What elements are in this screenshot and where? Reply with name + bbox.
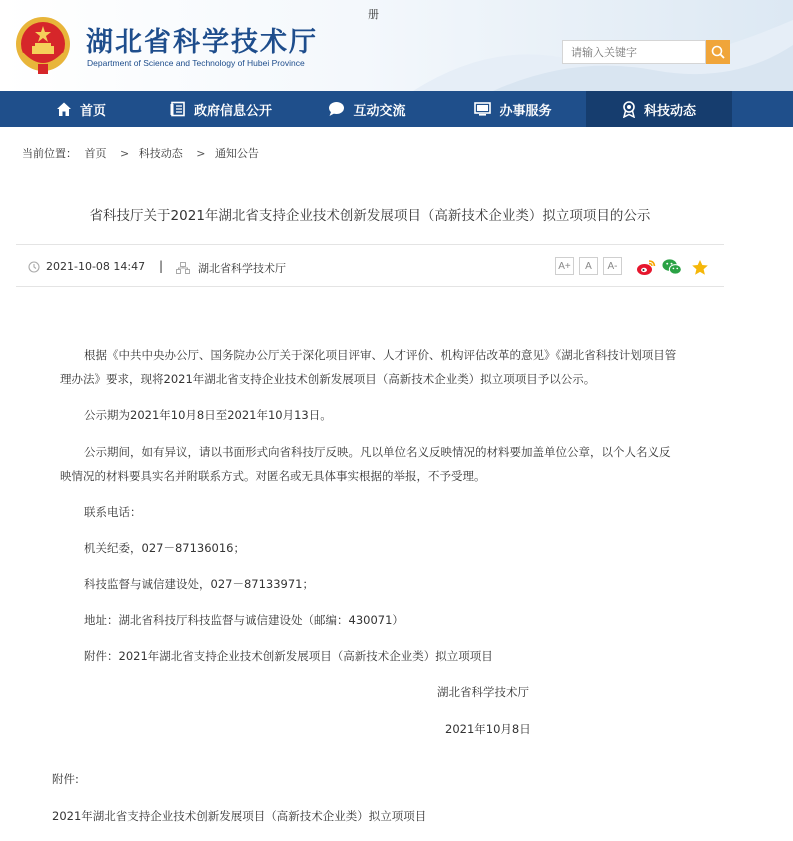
article-paragraph: 联系电话：	[84, 505, 142, 519]
site-header	[0, 0, 793, 91]
home-icon	[56, 101, 72, 117]
font-decrease-button[interactable]: A-	[603, 257, 622, 275]
register-link[interactable]: 册	[368, 8, 379, 21]
breadcrumb-item-tech-news[interactable]: 科技动态	[138, 147, 183, 160]
nav-label: 政府信息公开	[193, 103, 272, 119]
organization-icon	[176, 262, 190, 274]
font-default-button[interactable]: A	[579, 257, 598, 275]
attachment-label: 附件:	[52, 772, 79, 786]
site-subtitle: Department of Science and Technology of Hubei Province	[87, 58, 305, 68]
nav-label: 首页	[80, 103, 107, 119]
article-paragraph: 公示期为2021年10月8日至2021年10月13日。	[84, 408, 332, 422]
font-increase-button[interactable]: A+	[555, 257, 574, 275]
main-nav	[0, 91, 793, 127]
nav-item-interaction[interactable]	[294, 91, 440, 127]
nav-item-gov-info[interactable]	[148, 91, 294, 127]
signature: 湖北省科学技术厅	[437, 685, 529, 699]
search-input[interactable]	[562, 40, 706, 64]
breadcrumb-separator: >	[196, 147, 206, 160]
breadcrumb-label: 当前位置：	[22, 147, 77, 160]
search-button[interactable]	[706, 40, 730, 64]
signature-date: 2021年10月8日	[445, 722, 531, 736]
wechat-share-button[interactable]	[662, 257, 682, 277]
breadcrumb	[22, 145, 263, 161]
wechat-icon	[662, 258, 682, 276]
monitor-icon	[474, 101, 491, 117]
article-source	[176, 260, 286, 276]
nav-label: 办事服务	[499, 103, 552, 119]
nav-item-services[interactable]	[440, 91, 586, 127]
article-paragraph: 机关纪委，027－87136016；	[84, 541, 245, 555]
article-paragraph: 科技监督与诚信建设处，027－87133971；	[84, 577, 314, 591]
nav-item-home[interactable]	[0, 91, 148, 127]
article-title: 省科技厅关于2021年湖北省支持企业技术创新发展项目（高新技术企业类）拟立项项目的公示	[89, 208, 651, 224]
star-icon	[691, 259, 709, 276]
breadcrumb-separator: >	[120, 147, 130, 160]
nav-item-tech-news[interactable]	[586, 91, 732, 127]
publish-date	[28, 260, 145, 273]
nav-filler	[732, 91, 793, 127]
document-icon	[170, 101, 186, 117]
article-source-text: 湖北省科学技术厅	[198, 262, 286, 275]
clock-icon	[28, 261, 40, 273]
weibo-icon	[636, 259, 656, 276]
attachment-link[interactable]: 2021年湖北省支持企业技术创新发展项目（高新技术企业类）拟立项项目	[52, 809, 427, 823]
article-paragraph: 地址：湖北省科技厅科技监督与诚信建设处（邮编：430071）	[84, 613, 404, 627]
national-emblem-icon	[14, 14, 72, 76]
breadcrumb-item-home[interactable]: 首页	[84, 147, 107, 160]
article-paragraph: 附件：2021年湖北省支持企业技术创新发展项目（高新技术企业类）拟立项项目	[84, 649, 493, 663]
user-award-icon	[622, 101, 636, 118]
article-meta	[16, 244, 724, 287]
article-paragraph: 公示期间，如有异议，请以书面形式向省科技厅反映。凡以单位名义反映情况的材料要加盖单位公章，以个人名义反映情况的材料要具实名并附联系方式。对匿名或无具体事实根据的举报，不予受理。	[60, 445, 671, 483]
nav-label: 科技动态	[643, 103, 696, 119]
site-title: 湖北省科学技术厅	[86, 27, 318, 58]
chat-icon	[328, 101, 345, 117]
article-paragraph: 根据《中共中央办公厅、国务院办公厅关于深化项目评审、人才评价、机构评估改革的意见》《湖北省科技计划项目管理办法》要求，现将2021年湖北省支持企业技术创新发展项目（高新技术企业类）拟立项项目予以公示。	[60, 348, 677, 386]
breadcrumb-item-notice[interactable]: 通知公告	[214, 147, 259, 160]
search-icon	[711, 45, 725, 59]
weibo-share-button[interactable]	[636, 257, 656, 277]
meta-divider: |	[159, 259, 164, 273]
publish-date-text: 2021-10-08 14:47	[46, 260, 146, 273]
nav-label: 互动交流	[353, 103, 406, 119]
favorite-button[interactable]	[690, 257, 710, 277]
